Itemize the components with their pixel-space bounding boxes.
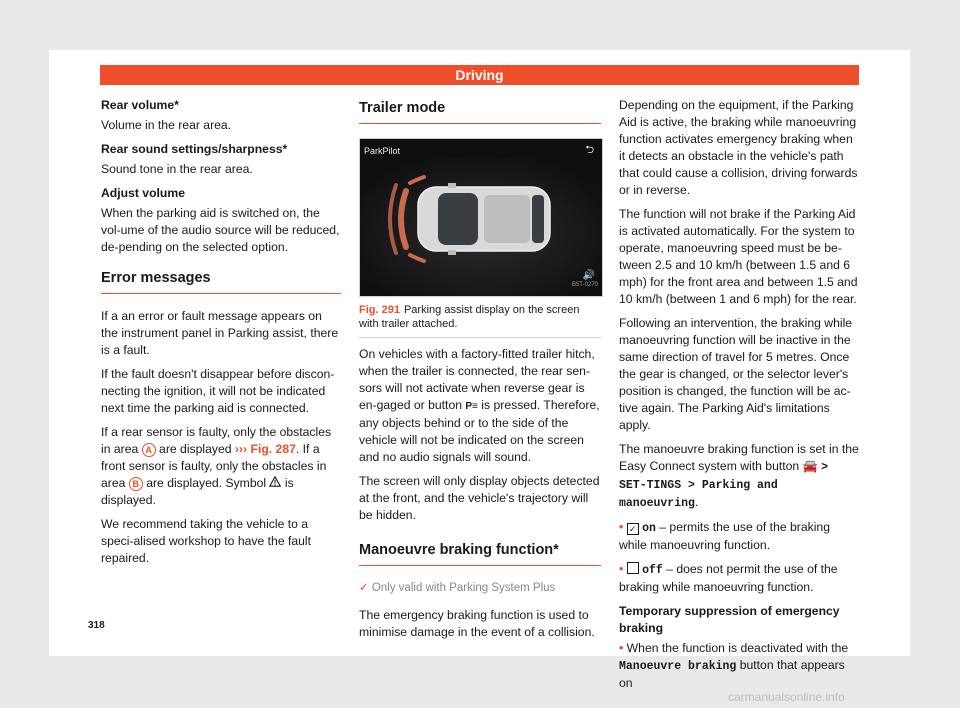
rear-volume-heading: Rear volume* xyxy=(101,98,179,112)
col3-paragraph-4 xyxy=(619,441,859,512)
figure-caption xyxy=(359,303,601,338)
area-a-marker: A xyxy=(142,443,156,457)
option-off-text: – does not permit the use of the braking while manoeuvring function. xyxy=(619,562,838,594)
validity-note xyxy=(359,580,601,597)
error-p3-part-c: . If a front sensor is faulty, only the obstacles in area xyxy=(101,442,327,490)
column-1 xyxy=(101,97,341,574)
error-p3-part-b: are displayed xyxy=(159,442,232,456)
option-on-label: on xyxy=(642,522,656,535)
validity-note-text: Only valid with Parking System Plus xyxy=(371,582,556,594)
option-on xyxy=(619,519,859,554)
trailer-p1-part-b: is pressed. Therefore, any objects behind or to the side of the vehicle will not be indicated on the screen and no audio signals will sound. xyxy=(359,398,600,464)
temp-part-b: button that appears on xyxy=(619,658,845,690)
temp-part-a: When the function is deactivated with the xyxy=(626,641,849,655)
unchecked-box-icon xyxy=(627,562,639,574)
warning-triangle-icon xyxy=(269,476,281,490)
column-3 xyxy=(619,97,859,699)
page-number: 318 xyxy=(88,620,105,631)
parking-display-figure xyxy=(359,138,603,297)
rear-sound-text: Sound tone in the rear area. xyxy=(101,162,253,176)
trailer-paragraph-2: The screen will only display objects detected at the front, and the vehicle's trajectory will be hidden. xyxy=(359,474,600,522)
caption-number: Fig. 291 xyxy=(359,304,400,316)
error-paragraph-2: If the fault doesn't disappear before discon-necting the ignition, it will not be indicated next time the parking aid is connected. xyxy=(101,367,335,415)
adjust-volume-text: When the parking aid is switched on, the vol-ume of the audio source will be reduced, de-pending on the selected option. xyxy=(101,206,340,254)
column-2 xyxy=(359,97,601,648)
parking-button-icon: P≡ xyxy=(465,401,478,412)
car-top-view-illustration xyxy=(360,139,602,296)
trailer-mode-heading: Trailer mode xyxy=(359,100,601,124)
screen-title: ParkPilot xyxy=(364,146,401,156)
col3-paragraph-2: The function will not brake if the Parking Aid is activated automatically. For the system to operate, manoeuvring speed must be be-tween 2.5 and 10 km/h (between 1.5 and 6 mph) for the front area and between 1.5 and 10 km/h (between 1 and 6 mph) for the rear. xyxy=(619,207,858,306)
temporary-suppression-heading: Temporary suppression of emergency braking xyxy=(619,604,840,635)
manoeuvre-braking-heading: Manoeuvre braking function* xyxy=(359,542,601,566)
temporary-suppression-text xyxy=(619,640,859,692)
rear-sound-heading: Rear sound settings/sharpness* xyxy=(101,142,288,156)
car-menu-icon: 🚘 xyxy=(802,459,818,473)
col3-p4-part-a: The manoeuvre braking function is set in the Easy Connect system with button xyxy=(619,442,859,473)
trailer-p1-part-a: On vehicles with a factory-fitted trailer hitch, when the trailer is connected, the rear sen-sors will not activate when reverse gear is en-gaged or button xyxy=(359,347,595,412)
error-paragraph-4: We recommend taking the vehicle to a speci-alised workshop to have the fault repaired. xyxy=(101,517,312,565)
checkmark-icon: ✓ xyxy=(359,582,369,594)
manoeuvre-braking-button-label: Manoeuvre braking xyxy=(619,660,737,673)
section-header: Driving xyxy=(100,65,859,85)
col3-paragraph-1: Depending on the equipment, if the Parking Aid is active, the braking while manoeuvring function activates emergency braking when it detects an obstacle in the vehicle's path that could cause a collision, driving forwards or in reverse. xyxy=(619,98,858,197)
speaker-icon[interactable]: 🔊 xyxy=(582,270,595,281)
figure-reference-link[interactable]: ››› Fig. 287 xyxy=(234,442,296,456)
area-b-marker: B xyxy=(129,477,143,491)
error-paragraph-1: If a an error or fault message appears on the instrument panel in Parking assist, there is a fault. xyxy=(101,309,339,357)
error-p3-part-a: If a rear sensor is faulty, only the obstacles in area xyxy=(101,425,332,456)
col3-paragraph-3: Following an intervention, the braking while manoeuvring function will be inactive in the same direction of travel for 5 metres. Once the gear is changed, or the selector lever's position is changed, the function will be ac-tive again. The Parking Aid's limitations apply. xyxy=(619,316,853,432)
back-arrow-icon: ⮌ xyxy=(585,144,594,156)
trailer-paragraph-1 xyxy=(359,346,601,466)
figure-code: B5T-0270 xyxy=(571,282,598,288)
caption-text: Parking assist display on the screen with trailer attached. xyxy=(359,304,580,330)
option-off xyxy=(619,561,859,596)
option-on-text: – permits the use of the braking while manoeuvring function. xyxy=(619,520,830,552)
settings-menu-path: > SET-TINGS > Parking and manoeuvring xyxy=(619,461,829,510)
error-p3-part-e: is displayed. xyxy=(101,476,294,507)
watermark: carmanualsonline.info xyxy=(728,690,845,704)
error-messages-heading: Error messages xyxy=(101,270,341,294)
option-off-label: off xyxy=(642,564,663,577)
checked-box-icon: ✓ xyxy=(627,523,639,535)
bullet-icon: • xyxy=(619,520,624,534)
adjust-volume-heading: Adjust volume xyxy=(101,186,185,200)
rear-volume-text: Volume in the rear area. xyxy=(101,118,232,132)
manoeuvre-paragraph-1: The emergency braking function is used to minimise damage in the event of a collision. xyxy=(359,608,595,639)
bullet-icon: • xyxy=(619,562,624,576)
error-p3-part-d: are displayed. Symbol xyxy=(146,476,267,490)
error-paragraph-3 xyxy=(101,424,341,509)
bullet-icon: • xyxy=(619,641,624,655)
col3-p4-end: . xyxy=(694,495,699,509)
